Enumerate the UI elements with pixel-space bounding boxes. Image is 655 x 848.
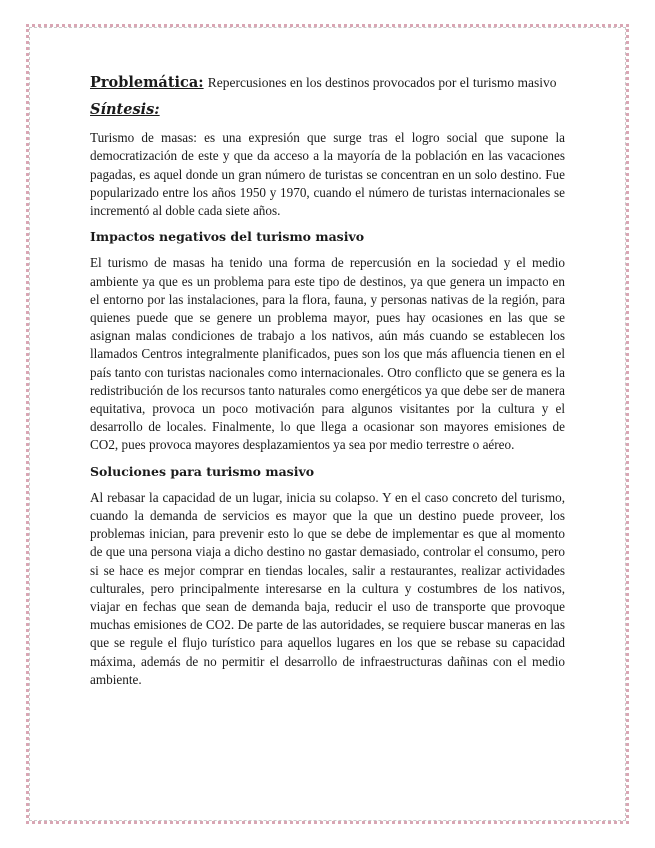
document-body bbox=[90, 74, 565, 697]
problem-statement bbox=[90, 74, 565, 93]
synthesis-heading: Síntesis: bbox=[90, 101, 160, 118]
problem-label: Problemática: bbox=[90, 74, 204, 91]
intro-paragraph: Turismo de masas: es una expresión que surge tras el logro social que supone la democratización de este y que da acceso a la mayoría de la población en las vacaciones pagadas, es aquel donde un gran número de turistas se concentran en un solo destino. Fue popularizado entre los años 1950 y 1970, cuando el número de turistas internacionales se incrementó al doble cada siete años. bbox=[90, 130, 565, 219]
problem-text: Repercusiones en los destinos provocados por el turismo masivo bbox=[207, 75, 557, 90]
solutions-paragraph: Al rebasar la capacidad de un lugar, inicia su colapso. Y en el caso concreto del turismo, cuando la demanda de servicios es mayor que la que un destino puede proveer, los problemas inician, para prevenir esto lo que se debe de implementar es que al momento de que una persona viaja a dicho destino no gastar demasiado, controlar el consumo, pero si se hace es mejor comprar en tiendas locales, salir a restaurantes, realizar actividades culturales, pero principalmente interesarse en la cultura y costumbres de los nativos, viajar en fechas que sean de demanda baja, reducir el uso de transporte que provoque muchas emisiones de CO2. De parte de las autoridades, se requiere buscar maneras en las que se regule el flujo turístico para aquellos lugares en los que se rebase su capacidad máxima, además de no permitir el desarrollo de infraestructuras dañinas con el medio ambiente. bbox=[90, 489, 565, 687]
negative-impacts-paragraph: El turismo de masas ha tenido una forma de repercusión en la sociedad y el medio ambiente ya que es un problema para este tipo de destinos, ya que genera un impacto en el entorno por las instalaciones, para la flora, fauna, y personas nativas de la región, para quienes puede que se genere un problema mayor, pues hay ocasiones en las que se asignan malas condiciones de trabajo a los nativos, aún más cuando se establecen los llamados Centros integralmente planificados, pues son los que más afluencia tienen en el país tanto con turistas nacionales como internacionales. Otro conflicto que se genera es la redistribución de los recursos tanto naturales como energéticos ya que debe ser de manera equitativa, provoca un poco motivación para algunos visitantes por la cultura y el desarrollo de locales. Finalmente, lo que llega a ocasionar son mayores emisiones de CO2, pues provoca mayores desplazamientos ya sea por medio terrestre o aéreo. bbox=[90, 255, 565, 453]
negative-impacts-heading: Impactos negativos del turismo masivo bbox=[90, 229, 365, 245]
solutions-heading: Soluciones para turismo masivo bbox=[90, 463, 315, 479]
